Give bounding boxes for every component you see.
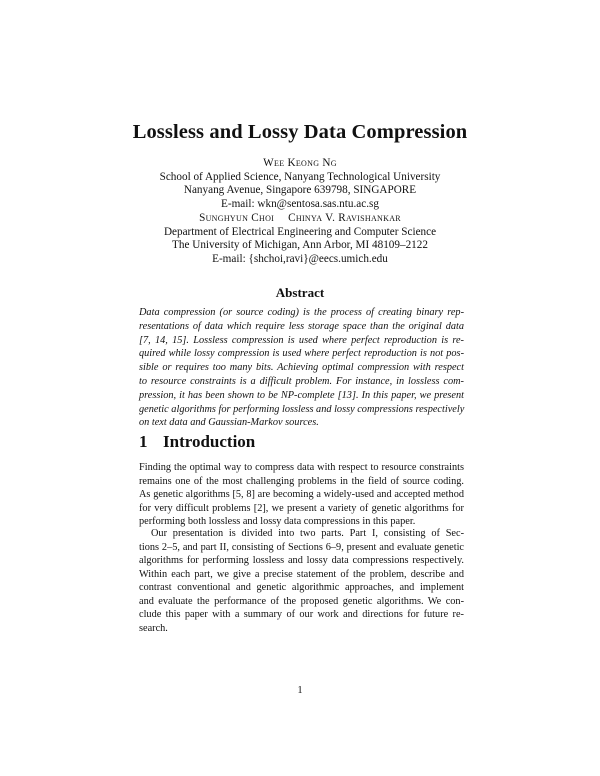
- intro-paragraph-1: [139, 461, 464, 529]
- abstract-line: on text data and Gaussian-Markov sources.: [139, 417, 319, 429]
- abstract-body: [139, 306, 464, 430]
- author-block-1: [0, 157, 600, 211]
- section-heading-introduction: [139, 432, 255, 452]
- section-number: 1: [139, 432, 148, 451]
- abstract-line: [7, 14, 15]. Lossless compression is used where perfect reproduction is re-: [139, 334, 464, 346]
- author-affiliation: School of Applied Science, Nanyang Technological University: [159, 170, 441, 183]
- text-line: Finding the optimal way to compress data with respect to resource constraints: [139, 462, 464, 473]
- text-line: search.: [139, 622, 168, 634]
- abstract-line: to resource constraints is a difficult problem. For instance, in lossless com-: [139, 375, 464, 387]
- abstract-line: Data compression (or source coding) is the process of creating binary rep-: [139, 307, 464, 318]
- author-affiliation: Department of Electrical Engineering and Computer Science: [163, 225, 437, 238]
- abstract-line: sible or requires too many bits. Achieving optimal compression with respect: [139, 362, 464, 374]
- author-name: Wee Keong Ng: [263, 157, 337, 169]
- text-line: As genetic algorithms [5, 8] are becoming a widely-used and accepted method: [139, 489, 464, 500]
- text-line: tions 2–5, and part II, consisting of Sections 6–9, present and evaluate genetic: [139, 541, 464, 553]
- author-block-2: [0, 212, 600, 266]
- text-line: algorithms for performing lossless and lossy data compressions respectively.: [139, 555, 464, 566]
- text-line: performing both lossless and lossy data compressions in this paper.: [139, 516, 416, 527]
- author-email: E-mail: {shchoi,ravi}@eecs.umich.edu: [212, 252, 388, 265]
- text-line: remains one of the most challenging problems in the field of source coding.: [139, 475, 464, 487]
- paper-title: Lossless and Lossy Data Compression: [132, 121, 468, 143]
- author-names-row: [0, 212, 600, 226]
- author-address: Nanyang Avenue, Singapore 639798, SINGAPORE: [183, 184, 417, 197]
- text-line: for very difficult problems [2], we present a variety of genetic algorithms for: [139, 502, 464, 514]
- text-line: Our presentation is divided into two parts. Part I, consisting of Sec-: [151, 528, 464, 539]
- intro-paragraph-2: [139, 527, 464, 635]
- abstract-heading: Abstract: [275, 285, 325, 300]
- text-line: contrast conventional and genetic algorithmic approaches, and implement: [139, 582, 464, 593]
- abstract-line: resentations of data which require less storage space than the original data: [139, 320, 464, 332]
- text-line: clude this paper with a summary of our work and directions for future re-: [139, 609, 464, 620]
- author-email: E-mail: wkn@sentosa.sas.ntu.ac.sg: [221, 197, 379, 210]
- section-title: Introduction: [163, 432, 256, 451]
- page-number: 1: [297, 685, 303, 696]
- text-line: and evaluate the performance of the proposed genetic algorithms. We con-: [139, 595, 464, 607]
- author-name-2: Chinya V. Ravishankar: [288, 212, 401, 224]
- text-line: Within each part, we give a precise statement of the problem, describe and: [139, 568, 464, 580]
- author-name-1: Sunghyun Choi: [199, 212, 275, 224]
- abstract-line: genetic algorithms for performing lossless and lossy compressions respectively: [139, 403, 465, 415]
- abstract-line: pression, it has been shown to be NP-complete [13]. In this paper, we present: [139, 389, 464, 401]
- author-address: The University of Michigan, Ann Arbor, MI 48109–2122: [172, 239, 428, 252]
- abstract-line: quired while lossy compression is used where perfect reproduction is not pos-: [139, 348, 464, 360]
